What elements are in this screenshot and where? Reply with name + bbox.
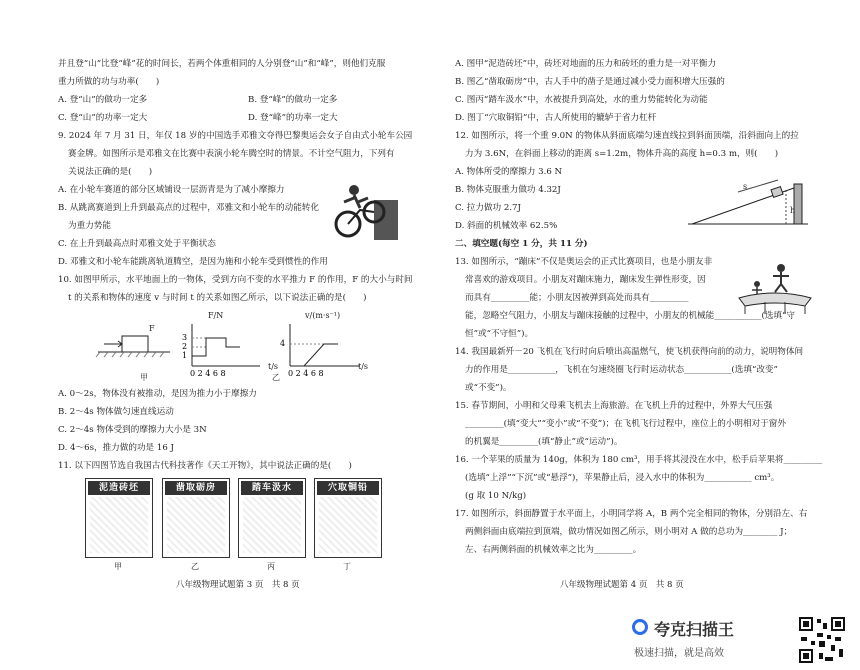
q10-stem-line1: 10. 如图甲所示，水平地面上的一物体，受到方向不变的水平推力 F 的作用，F 的大小与时间 (58, 275, 413, 285)
q10-t-axis-label-2: t/s (358, 362, 369, 371)
svg-text:2: 2 (182, 342, 188, 351)
q9-option-a: A. 在小轮车赛道的部分区域铺设一层沥青是为了减小摩擦力 (58, 185, 285, 195)
svg-text:3: 3 (182, 333, 188, 342)
scanner-slogan: 极速扫描，就是高效 (634, 648, 724, 659)
panel-ding-illustration (319, 497, 377, 553)
incline-h-label: h (790, 206, 796, 215)
q16-stem-line3: (g 取 10 N/kg) (465, 491, 527, 501)
q12-stem-line2: 力为 3.6N，在斜面上移动的距离 s=1.2m，物体升高的高度 h=0.3 m，则( ) (465, 149, 779, 159)
q13-stem-line5: 恒”或“不守恒”)。 (465, 329, 534, 339)
panel-ding-title: 穴取铜铅 (317, 481, 379, 495)
q13-stem-line4: 能，忽略空气阻力，小朋友与蹦床接触的过程中，小朋友的机械能___________(选填“守 (465, 311, 796, 321)
panel-bing-caption: 丙 (267, 562, 275, 571)
section-fill-in-blank-title: 二、填空题(每空 1 分，共 11 分) (455, 239, 588, 249)
q15-stem-line2: _________(填“变大”“变小”或“不变”)；在飞机飞行过程中，座位上的小明相对于窗外 (465, 419, 786, 429)
panel-ding (314, 478, 382, 558)
q10-push-force-label: F (149, 324, 155, 333)
panel-ding-caption: 丁 (343, 562, 351, 571)
q15-stem-line1: 15. 春节期间，小明和父母乘飞机去上海旅游。在飞机上升的过程中，外界大气压强 (455, 401, 773, 411)
q12-stem-line1: 12. 如图所示，将一个重 9.0N 的物体从斜面底端匀速直线拉到斜面顶端，沿斜面向上的拉 (455, 131, 799, 141)
panel-jia-illustration (90, 497, 148, 553)
quark-logo-icon (632, 619, 648, 635)
q16-stem-line2: (选填“上浮”“下沉”或“悬浮”)，苹果静止后，浸入水中的体积为___________ cm³。 (465, 473, 780, 483)
trampoline-figure (735, 262, 815, 318)
q10-option-b: B. 2～4s 物体做匀速直线运动 (58, 407, 174, 417)
qr-code-icon (797, 615, 847, 665)
panel-jia (85, 478, 153, 558)
panel-yi (162, 478, 230, 558)
svg-text:1: 1 (182, 351, 188, 360)
q17-stem-line2: 两侧斜面由底端拉到顶端，做功情况如图乙所示，则小明对 A 做的总功为________ J； (465, 527, 793, 537)
q11-option-c: C. 图丙“踏车汲水”中，水被提升到高处，水的重力势能转化为动能 (455, 95, 708, 105)
q10-f-axis-label: F/N (208, 311, 224, 320)
q12-option-d: D. 斜面的机械效率 62.5% (455, 221, 558, 231)
q14-stem-line3: 或“不变”)。 (465, 383, 512, 393)
q9-option-b-cont: 为重力势能 (68, 221, 111, 231)
q8-option-d: D. 登“峰”的功率一定大 (248, 113, 338, 123)
panel-jia-caption: 甲 (114, 562, 122, 571)
panel-jia-title: 泥造砖坯 (88, 481, 150, 495)
q16-stem-line1: 16. 一个苹果的质量为 140g，体积为 180 cm³，用手将其浸没在水中，松手后苹果将_________ (455, 455, 823, 465)
q13-stem-line1: 13. 如图所示，“蹦床”不仅是奥运会的正式比赛项目，也是小朋友非 (455, 257, 713, 267)
q17-stem-line3: 左、右两侧斜面的机械效率之比为_________。 (465, 545, 642, 555)
q10-figure-b-caption: 乙 (272, 373, 280, 382)
panel-bing-title: 踏车汲水 (241, 481, 303, 495)
q8-option-a: A. 登“山”的做功一定多 (58, 95, 148, 105)
q11-stem: 11. 以下四图节选自我国古代科技著作《天工开物》，其中说法正确的是( ) (58, 461, 352, 471)
q11-option-d: D. 图丁“穴取铜铅”中，古人所使用的辘轳于省力杠杆 (455, 113, 657, 123)
q8-option-c: C. 登“山”的功率一定大 (58, 113, 148, 123)
q17-stem-line1: 17. 如图所示，斜面静置于水平面上，小明同学将 A，B 两个完全相同的物体，分别沿左、右 (455, 509, 808, 519)
q10-stem-line2: t 的关系和物体的速度 v 与时间 t 的关系如图乙所示，以下说法正确的是( ) (68, 293, 367, 303)
panel-yi-title: 凿取砺房 (165, 481, 227, 495)
scanner-watermark (632, 615, 854, 667)
q10-v-axis-label: v/(m·s⁻¹) (305, 311, 341, 320)
q13-stem-line2: 常喜欢的游戏项目。小朋友对蹦床施力，蹦床发生弹性形变，因 (465, 275, 706, 285)
panel-bing (238, 478, 306, 558)
q9-stem-line3: 关说法正确的是( ) (68, 167, 153, 177)
q10-option-d: D. 4～6s，推力做的功是 16 J (58, 443, 174, 453)
scanner-brand: 夸克扫描王 (654, 620, 735, 639)
q12-option-b: B. 物体克服重力做功 4.32J (455, 185, 561, 195)
q8-stem-line1: 并且登“山”比登“峰”花的时间长，若两个体重相同的人分别登“山”和“峰”，则他们克服 (58, 59, 386, 69)
svg-text:0 2 4 6 8: 0 2 4 6 8 (190, 369, 226, 378)
q9-option-d: D. 邓雅文和小轮车能跳离轨道腾空，是因为施和小轮车受到惯性的作用 (58, 257, 328, 267)
q10-t-axis-label: t/s (268, 362, 279, 371)
q9-option-b: B. 从跳离赛道到上升到最高点的过程中，邓雅文和小轮车的动能转化 (58, 203, 319, 213)
bmx-rider-figure (330, 180, 400, 242)
left-page-footer: 八年级物理试题第 3 页 共 8 页 (176, 580, 300, 590)
q9-option-c: C. 在上升到最高点时邓雅文处于平衡状态 (58, 239, 216, 249)
q14-stem-line1: 14. 我国最新歼－20 飞机在飞行时向后喷出高温燃气，使飞机获得向前的动力，说明物体间 (455, 347, 804, 357)
q8-option-b: B. 登“峰”的做功一定多 (248, 95, 338, 105)
q11-option-a: A. 图甲“泥造砖坯”中，砖坯对地面的压力和砖坯的重力是一对平衡力 (455, 59, 717, 69)
panel-yi-illustration (167, 497, 225, 553)
panel-yi-caption: 乙 (191, 562, 199, 571)
svg-text:0 2 4 6 8: 0 2 4 6 8 (288, 369, 324, 378)
q14-stem-line2: 力的作用是___________，飞机在匀速绕圈飞行时运动状态___________(选填“改变” (465, 365, 778, 375)
q12-option-a: A. 物体所受的摩擦力 3.6 N (455, 167, 563, 177)
q10-figure-a-caption: 甲 (140, 373, 148, 382)
q15-stem-line3: 的机翼是_________(填“静止”或“运动”)。 (465, 437, 623, 447)
panel-bing-illustration (243, 497, 301, 553)
q9-stem-line1: 9. 2024 年 7 月 31 日，年仅 18 岁的中国选手邓雅文夺得巴黎奥运会女子自由式小轮车公园 (58, 131, 413, 141)
q8-stem-line2: 重力所做的功与功率( ) (58, 77, 160, 87)
right-page-footer: 八年级物理试题第 4 页 共 8 页 (560, 580, 684, 590)
q12-option-c: C. 拉力做功 2.7J (455, 203, 521, 213)
q11-option-b: B. 图乙“凿取砺房”中，古人手中的凿子是通过减小受力面积增大压强的 (455, 77, 725, 87)
q10-option-c: C. 2～4s 物体受到的摩擦力大小是 3N (58, 425, 207, 435)
incline-s-label: s (743, 182, 748, 191)
svg-text:4: 4 (280, 339, 286, 348)
q13-stem-line3: 而具有_________能；小朋友因被弹到高处而具有_________ (465, 293, 689, 303)
q9-stem-line2: 赛金牌。如图所示是邓雅文在比赛中表演小轮车腾空时的情景。不计空气阻力，下列有 (68, 149, 395, 159)
q10-option-a: A. 0～2s，物体没有被推动，是因为推力小于摩擦力 (58, 389, 257, 399)
